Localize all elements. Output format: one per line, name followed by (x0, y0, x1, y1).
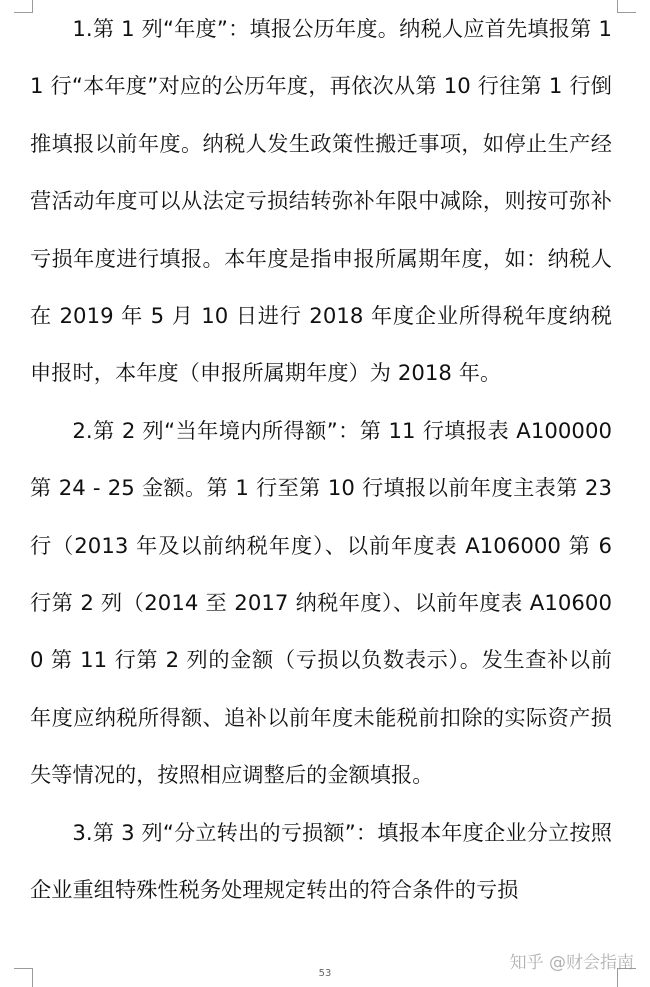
crop-mark-top-right (617, 0, 636, 13)
paragraph-column-1: 1.第 1 列“年度”：填报公历年度。纳税人应首先填报第 11 行“本年度”对应的公历年度，再依次从第 10 行往第 1 行倒推填报以前年度。纳税人发生政策性搬迁事项，如停止生产经营活动年度可以从法定亏损结转弥补年限中减除，则按可弥补亏损年度进行填报。本年度是指申报所属期年度，如：纳税人在 2019 年 5 月 10 日进行 2018 年度企业所得税年度纳税申报时，本年度（申报所属期年度）为 2018 年。 (30, 16, 612, 386)
paragraph-column-3: 3.第 3 列“分立转出的亏损额”：填报本年度企业分立按照企业重组特殊性税务处理规定转出的符合条件的亏损 (30, 819, 612, 903)
body-text (30, 0, 612, 919)
page-number: 53 (318, 968, 332, 979)
watermark: 知乎 @财会指南 (509, 953, 634, 973)
paragraph-column-2: 2.第 2 列“当年境内所得额”：第 11 行填报表 A100000 第 24 - 25 金额。第 1 行至第 10 行填报以前年度主表第 23 行（2013 年及以前纳税年度）、以前年度表 A106000 第 6 行第 2 列（2014 至 2017 纳税年度）、以前年度表 A106000 第 11 行第 2 列的金额（亏损以负数表示）。发生查补以前年度应纳税所得额、追补以前年度未能税前扣除的实际资产损失等情况的，按照相应调整后的金额填报。 (30, 417, 612, 788)
